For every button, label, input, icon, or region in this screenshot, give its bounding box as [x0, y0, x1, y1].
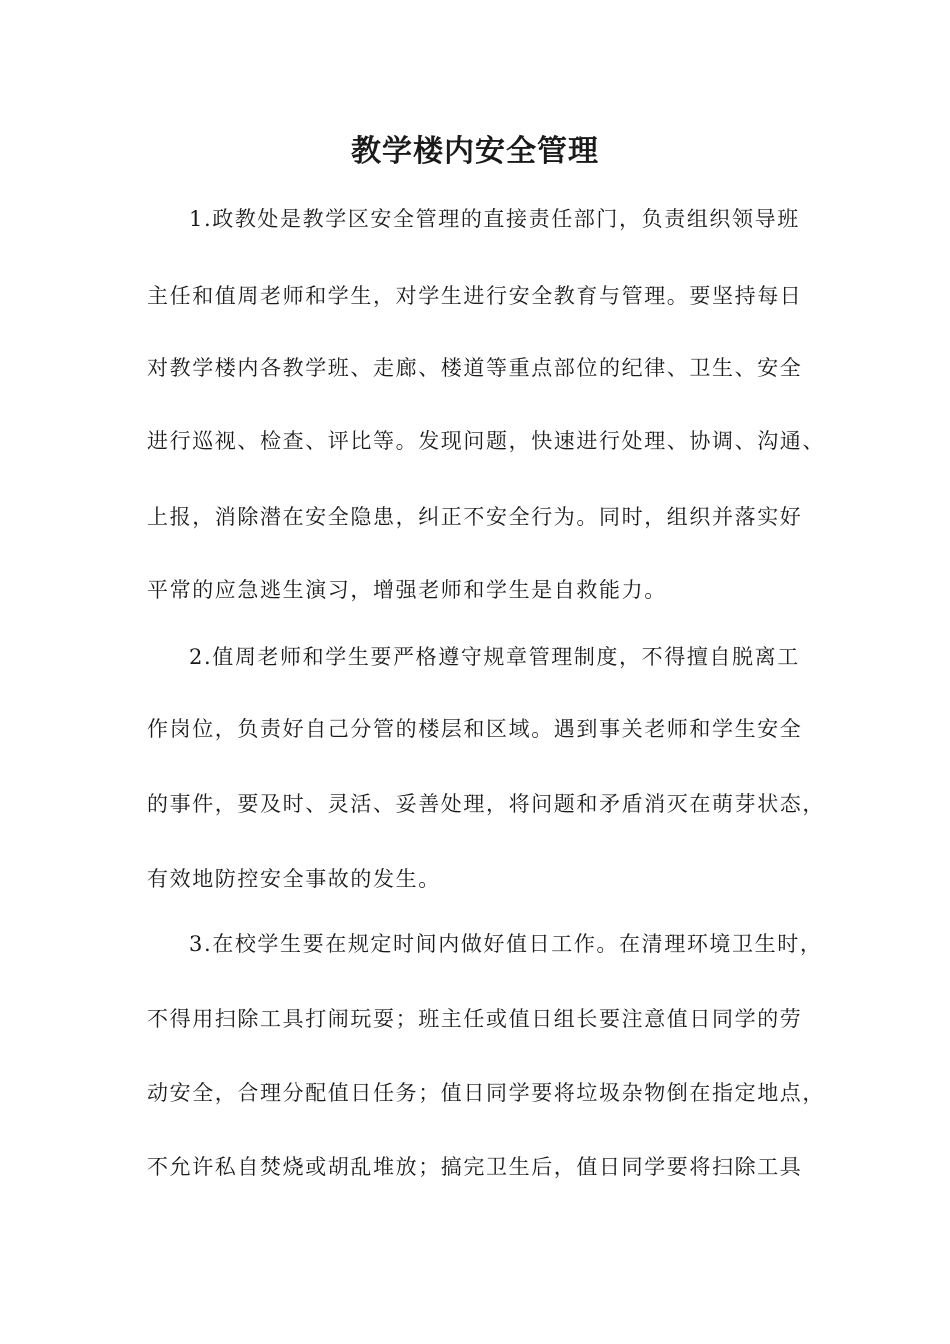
paragraph-3-line-2: 不得用扫除工具打闹玩耍；班主任或值日组长要注意值日同学的劳 [147, 1007, 803, 1031]
paragraph-2-line-1: 2.值周老师和学生要严格遵守规章管理制度，不得擅自脱离工 [189, 645, 800, 669]
paragraph-1-line-3: 对教学楼内各教学班、走廊、楼道等重点部位的纪律、卫生、安全 [147, 356, 803, 380]
paragraph-3-line-3: 动安全，合理分配值日任务；值日同学要将垃圾杂物倒在指定地点， [147, 1081, 825, 1105]
paragraph-1-line-6: 平常的应急逃生演习，增强老师和学生是自救能力。 [147, 578, 667, 602]
paragraph-2-line-2: 作岗位，负责好自己分管的楼层和区域。遇到事关老师和学生安全 [147, 717, 803, 741]
document-title: 教学楼内安全管理 [351, 134, 599, 169]
paragraph-2-line-4: 有效地防控安全事故的发生。 [147, 867, 441, 891]
paragraph-1-line-4: 进行巡视、检查、评比等。发现问题，快速进行处理、协调、沟通、 [147, 429, 825, 453]
paragraph-1-line-2: 主任和值周老师和学生，对学生进行安全教育与管理。要坚持每日 [147, 284, 803, 308]
paragraph-3-line-1: 3.在校学生要在规定时间内做好值日工作。在清理环境卫生时， [189, 932, 823, 956]
paragraph-3-line-4: 不允许私自焚烧或胡乱堆放；搞完卫生后，值日同学要将扫除工具 [147, 1155, 803, 1179]
paragraph-2-line-3: 的事件，要及时、灵活、妥善处理，将问题和矛盾消灭在萌芽状态， [147, 792, 825, 816]
paragraph-1-line-5: 上报，消除潜在安全隐患，纠正不安全行为。同时，组织并落实好 [147, 505, 803, 529]
paragraph-1-line-1: 1.政教处是教学区安全管理的直接责任部门，负责组织领导班 [189, 207, 800, 231]
